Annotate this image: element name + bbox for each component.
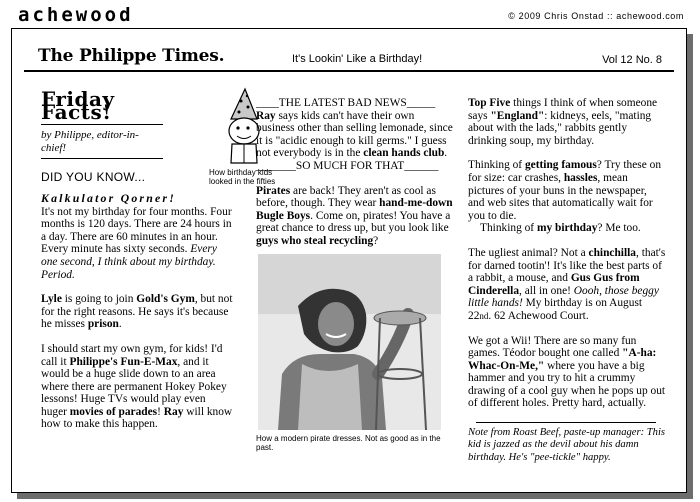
kalkulator-heading: Kalkulator Qorner! (41, 190, 176, 205)
my-birthday: my birthday (536, 222, 598, 235)
volume-number: Vol 12 No. 8 (602, 54, 662, 66)
underline: _____ (406, 97, 436, 109)
ugly-text-4: My birthday is on August (525, 297, 643, 310)
famous-text-2: ? Try these on for size: car crashes, (468, 159, 662, 184)
bugle-boys: hand-me-down Bugle Boys (256, 197, 453, 222)
chinchilla: chinchilla (588, 246, 637, 259)
date-suffix: nd (479, 310, 489, 321)
top-five-text-2: : kidneys, eels, "mating about with the lads," rabbits gently drinking soup, my birthday. (468, 109, 652, 147)
fun-e-max: Philippe's Fun-E-Max (69, 355, 178, 368)
wii-text: We got a Wii! There are so many fun games. Téodor bought one called (468, 334, 637, 360)
photo-caption: How a modern pirate dresses. Not as good as in the past. (256, 433, 441, 452)
beggy-hands: Oooh, those beggy little hands! (468, 284, 659, 310)
ugly-animal-paragraph (468, 247, 666, 323)
aha-whac-on-me: "A-ha: Whac-On-Me," (468, 347, 657, 372)
lyle-text: is going to join (64, 293, 134, 306)
gym-text: I should start my own gym, for kids! I'd call it (41, 342, 223, 368)
clean-hands-club: clean hands club (363, 147, 445, 160)
bad-news-paragraph: ____THE LATEST BAD NEWS_____ Ray says kids can't have their own business other than selling lemonade, since it is "acidic enough to kill germs." I guess not everybody is in the clean hands club. _______SO MUCH FOR THAT______ (256, 97, 453, 172)
kalkulator-text: It's not my birthday for four months. Four months is 120 days. There are 24 hours in a day. There are 60 minutes in an hour. Every minute has sixty seconds. (41, 205, 232, 256)
birthday-text-2: ? Me too. (597, 222, 641, 235)
newspaper-title: The Philippe Times. (38, 46, 225, 66)
famous-text-3: , mean pictures of your buns in the newspaper, and web sites that automatically wait for you to die. (468, 171, 653, 222)
gym-text-2: , and it would be a huge slide down to an area where there are permanent Hokey Pokey lessons! Huge TVs would play even huger (41, 355, 227, 418)
hassles: hassles (563, 171, 598, 184)
address: . 62 Achewood Court. (488, 309, 589, 322)
kalkulator-italic: Every one second, I think about my birthday. Period. (41, 243, 217, 281)
so-much-for-that: SO MUCH FOR THAT (295, 159, 405, 172)
wii-paragraph (468, 335, 666, 411)
friday-facts-title: Friday Facts! (41, 87, 115, 124)
kalkulator-paragraph (41, 192, 234, 281)
getting-famous: getting famous (524, 159, 597, 172)
divider (41, 158, 163, 159)
pirates-paragraph: Pirates are back! They aren't as cool as before, though. They wear hand-me-down Bugle Boys. Come on, pirates! You have a great chance to dress up, but you look like guys who steal recycling? (256, 184, 453, 247)
golds-gym: Gold's Gym (136, 293, 195, 306)
gym-text-3: will know how to make this happen. (41, 405, 233, 431)
lyle-paragraph: Lyle is going to join Gold's Gym, but not for the right reasons. He says it's because he misses prison. (41, 293, 233, 331)
movies-of-parades: movies of parades (69, 405, 158, 418)
guys-who-steal-recycling: guys who steal recycling (256, 234, 374, 247)
england: "England" (490, 109, 545, 122)
top-five-paragraph (468, 97, 666, 147)
top-five: Top Five (468, 97, 511, 109)
ugly-text-2: , that's for darned tootin'! It's like the best parts of a rabbit, a mouse, and (468, 246, 666, 285)
ugly-text: The ugliest animal? Not a (468, 246, 586, 259)
underline: ______ (404, 159, 439, 172)
roast-beef-note: Note from Roast Beef, paste-up manager: This kid is jazzed as the devil about his damn birthday. He's "pee-tickle" happy. (468, 427, 666, 463)
masthead (24, 42, 674, 72)
ray-name: Ray (256, 109, 276, 122)
pirates-text: are back! They aren't as cool as before, though. They wear (256, 184, 436, 210)
ray-name: Ray (163, 405, 184, 418)
ray-text: says kids can't have their own business other than selling lemonade, since it is "acidic enough to kill germs." I guess not everybody is in the (256, 109, 453, 160)
copyright-credit: © 2009 Chris Onstad :: achewood.com (508, 11, 684, 21)
pirates-text-2: . Come on, pirates! You have a great chance to dress up, but you look like (256, 209, 451, 235)
did-you-know-heading: DID YOU KNOW... (41, 170, 146, 185)
underline: ____ (256, 97, 279, 109)
pirates: Pirates (256, 184, 291, 197)
ugly-text-3: , all in one! (519, 284, 571, 297)
prison: prison (87, 318, 119, 331)
photo-illustration (258, 254, 441, 430)
famous-paragraph (468, 159, 666, 222)
byline: by Philippe, editor-in-chief! (41, 129, 139, 154)
newspaper-page (11, 28, 687, 493)
site-logo: achewood (18, 4, 134, 26)
wii-text-2: where you have a big hammer and you try to hit a crummy drawing of a cool guy when he pops up out of different holes. Pretty hard, actually. (468, 359, 666, 410)
pirate-photo (258, 254, 441, 430)
column-top-five (468, 97, 666, 464)
lyle-name: Lyle (41, 293, 62, 306)
divider (476, 422, 656, 423)
column-bad-news (256, 97, 454, 452)
lyle-text-2: , but not for the right reasons. He says it's because he misses (41, 293, 233, 331)
birthday-text: Thinking of (480, 222, 535, 235)
underline: _______ (256, 159, 296, 172)
bad-news-heading: THE LATEST BAD NEWS (278, 97, 407, 109)
birthday-paragraph (468, 222, 666, 235)
top-five-text: things I think of when someone says (468, 97, 658, 122)
image-caption: How birthday kids looked in the fifties (209, 168, 276, 186)
famous-text: Thinking of (468, 159, 523, 172)
gym-paragraph: I should start my own gym, for kids! I'd call it Philippe's Fun-E-Max, and it would be a huge slide down to an area where there are permanent Hokey Pokey lessons! Huge TVs would play even huger movies of parades! Ray will know how to make this happen. (41, 342, 233, 431)
gus-gus: Gus Gus from Cinderella (468, 272, 640, 297)
newspaper-tagline: It's Lookin' Like a Birthday! (292, 53, 423, 65)
birthday-date: 22 (468, 309, 480, 322)
